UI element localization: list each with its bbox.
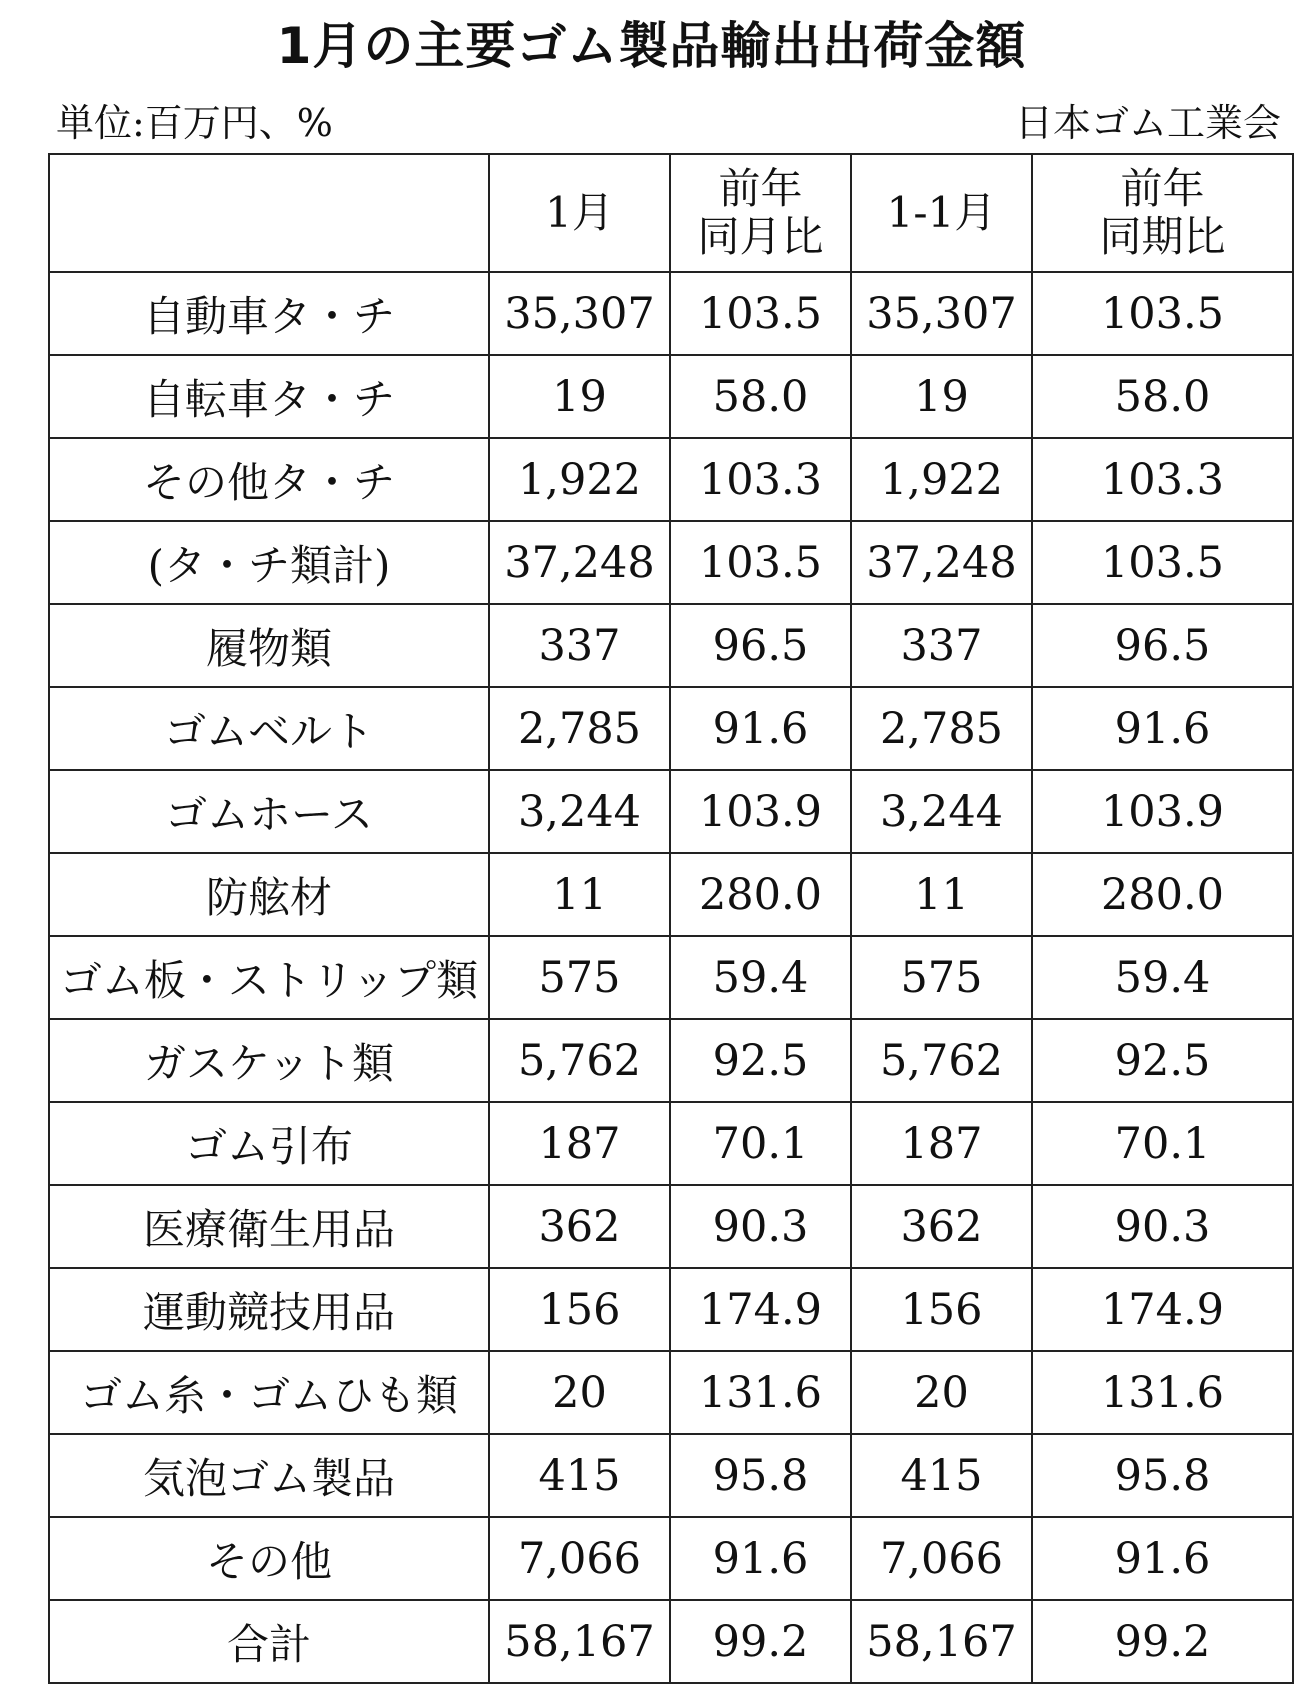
- header-empty-cell: [49, 154, 489, 272]
- row-label: 合計: [49, 1600, 489, 1683]
- cumulative-yoy-value: 103.3: [1032, 438, 1293, 521]
- month-value: 156: [489, 1268, 670, 1351]
- month-yoy-value: 103.5: [670, 272, 851, 355]
- month-yoy-value: 91.6: [670, 1517, 851, 1600]
- table-row: [49, 1019, 1293, 1102]
- row-label: ゴム糸・ゴムひも類: [49, 1351, 489, 1434]
- cumulative-yoy-value: 103.5: [1032, 272, 1293, 355]
- table-row: [49, 1102, 1293, 1185]
- header-month-yoy: [670, 154, 851, 272]
- table-row: [49, 438, 1293, 521]
- month-yoy-value: 70.1: [670, 1102, 851, 1185]
- cumulative-value: 187: [851, 1102, 1032, 1185]
- cumulative-value: 2,785: [851, 687, 1032, 770]
- month-value: 11: [489, 853, 670, 936]
- row-label: 自動車タ・チ: [49, 272, 489, 355]
- month-value: 19: [489, 355, 670, 438]
- month-value: 5,762: [489, 1019, 670, 1102]
- row-label: 履物類: [49, 604, 489, 687]
- cumulative-yoy-value: 174.9: [1032, 1268, 1293, 1351]
- table-row: [49, 521, 1293, 604]
- month-value: 1,922: [489, 438, 670, 521]
- table-row: [49, 1268, 1293, 1351]
- cumulative-value: 37,248: [851, 521, 1032, 604]
- cumulative-yoy-value: 131.6: [1032, 1351, 1293, 1434]
- month-value: 2,785: [489, 687, 670, 770]
- header-month-yoy-line2: 同月比: [697, 212, 824, 261]
- table-row: [49, 770, 1293, 853]
- row-label: その他: [49, 1517, 489, 1600]
- month-value: 37,248: [489, 521, 670, 604]
- month-value: 3,244: [489, 770, 670, 853]
- table-row: [49, 1600, 1293, 1683]
- table-row: [49, 272, 1293, 355]
- cumulative-yoy-value: 92.5: [1032, 1019, 1293, 1102]
- month-yoy-value: 91.6: [670, 687, 851, 770]
- table-row: [49, 687, 1293, 770]
- month-yoy-value: 59.4: [670, 936, 851, 1019]
- month-yoy-value: 90.3: [670, 1185, 851, 1268]
- cumulative-value: 11: [851, 853, 1032, 936]
- header-month-yoy-line1: 前年: [718, 164, 803, 213]
- cumulative-value: 362: [851, 1185, 1032, 1268]
- row-label: ゴム引布: [49, 1102, 489, 1185]
- header-cumulative-yoy: [1032, 154, 1293, 272]
- month-yoy-value: 58.0: [670, 355, 851, 438]
- month-yoy-value: 95.8: [670, 1434, 851, 1517]
- unit-note: 単位:百万円、%: [56, 101, 333, 145]
- row-label: 自転車タ・チ: [49, 355, 489, 438]
- month-yoy-value: 96.5: [670, 604, 851, 687]
- cumulative-yoy-value: 59.4: [1032, 936, 1293, 1019]
- month-value: 187: [489, 1102, 670, 1185]
- month-yoy-value: 103.5: [670, 521, 851, 604]
- month-yoy-value: 103.9: [670, 770, 851, 853]
- row-label: 気泡ゴム製品: [49, 1434, 489, 1517]
- cumulative-value: 156: [851, 1268, 1032, 1351]
- source-note: 日本ゴム工業会: [1014, 101, 1281, 145]
- cumulative-yoy-value: 96.5: [1032, 604, 1293, 687]
- month-value: 20: [489, 1351, 670, 1434]
- month-value: 362: [489, 1185, 670, 1268]
- cumulative-value: 19: [851, 355, 1032, 438]
- cumulative-value: 58,167: [851, 1600, 1032, 1683]
- row-label: ガスケット類: [49, 1019, 489, 1102]
- row-label: ゴムベルト: [49, 687, 489, 770]
- cumulative-yoy-value: 58.0: [1032, 355, 1293, 438]
- month-yoy-value: 280.0: [670, 853, 851, 936]
- table-row: [49, 1517, 1293, 1600]
- cumulative-yoy-value: 99.2: [1032, 1600, 1293, 1683]
- table-row: [49, 355, 1293, 438]
- row-label: ゴムホース: [49, 770, 489, 853]
- cumulative-value: 3,244: [851, 770, 1032, 853]
- header-cumulative-yoy-line1: 前年: [1120, 164, 1205, 213]
- cumulative-value: 415: [851, 1434, 1032, 1517]
- cumulative-value: 20: [851, 1351, 1032, 1434]
- month-yoy-value: 92.5: [670, 1019, 851, 1102]
- row-label: 防舷材: [49, 853, 489, 936]
- header-cumulative: 1-1月: [851, 154, 1032, 272]
- table-row: [49, 936, 1293, 1019]
- table-body: [49, 272, 1293, 1683]
- cumulative-value: 35,307: [851, 272, 1032, 355]
- cumulative-yoy-value: 103.9: [1032, 770, 1293, 853]
- cumulative-yoy-value: 280.0: [1032, 853, 1293, 936]
- month-value: 7,066: [489, 1517, 670, 1600]
- table-row: [49, 853, 1293, 936]
- month-value: 415: [489, 1434, 670, 1517]
- row-label: 運動競技用品: [49, 1268, 489, 1351]
- row-label: (タ・チ類計): [49, 521, 489, 604]
- cumulative-value: 7,066: [851, 1517, 1032, 1600]
- cumulative-value: 1,922: [851, 438, 1032, 521]
- row-label: ゴム板・ストリップ類: [49, 936, 489, 1019]
- month-value: 58,167: [489, 1600, 670, 1683]
- cumulative-yoy-value: 70.1: [1032, 1102, 1293, 1185]
- header-row: [49, 154, 1293, 272]
- cumulative-yoy-value: 91.6: [1032, 1517, 1293, 1600]
- month-yoy-value: 174.9: [670, 1268, 851, 1351]
- header-month: 1月: [489, 154, 670, 272]
- page-title: 1月の主要ゴム製品輸出出荷金額: [276, 17, 1027, 75]
- table-row: [49, 604, 1293, 687]
- month-value: 35,307: [489, 272, 670, 355]
- cumulative-value: 5,762: [851, 1019, 1032, 1102]
- cumulative-value: 337: [851, 604, 1032, 687]
- cumulative-yoy-value: 91.6: [1032, 687, 1293, 770]
- month-value: 337: [489, 604, 670, 687]
- cumulative-yoy-value: 90.3: [1032, 1185, 1293, 1268]
- table-row: [49, 1434, 1293, 1517]
- table-row: [49, 1185, 1293, 1268]
- cumulative-value: 575: [851, 936, 1032, 1019]
- month-value: 575: [489, 936, 670, 1019]
- month-yoy-value: 103.3: [670, 438, 851, 521]
- export-table: [48, 153, 1294, 1684]
- month-yoy-value: 99.2: [670, 1600, 851, 1683]
- cumulative-yoy-value: 103.5: [1032, 521, 1293, 604]
- month-yoy-value: 131.6: [670, 1351, 851, 1434]
- table-row: [49, 1351, 1293, 1434]
- header-cumulative-yoy-line2: 同期比: [1099, 212, 1226, 261]
- cumulative-yoy-value: 95.8: [1032, 1434, 1293, 1517]
- row-label: 医療衛生用品: [49, 1185, 489, 1268]
- row-label: その他タ・チ: [49, 438, 489, 521]
